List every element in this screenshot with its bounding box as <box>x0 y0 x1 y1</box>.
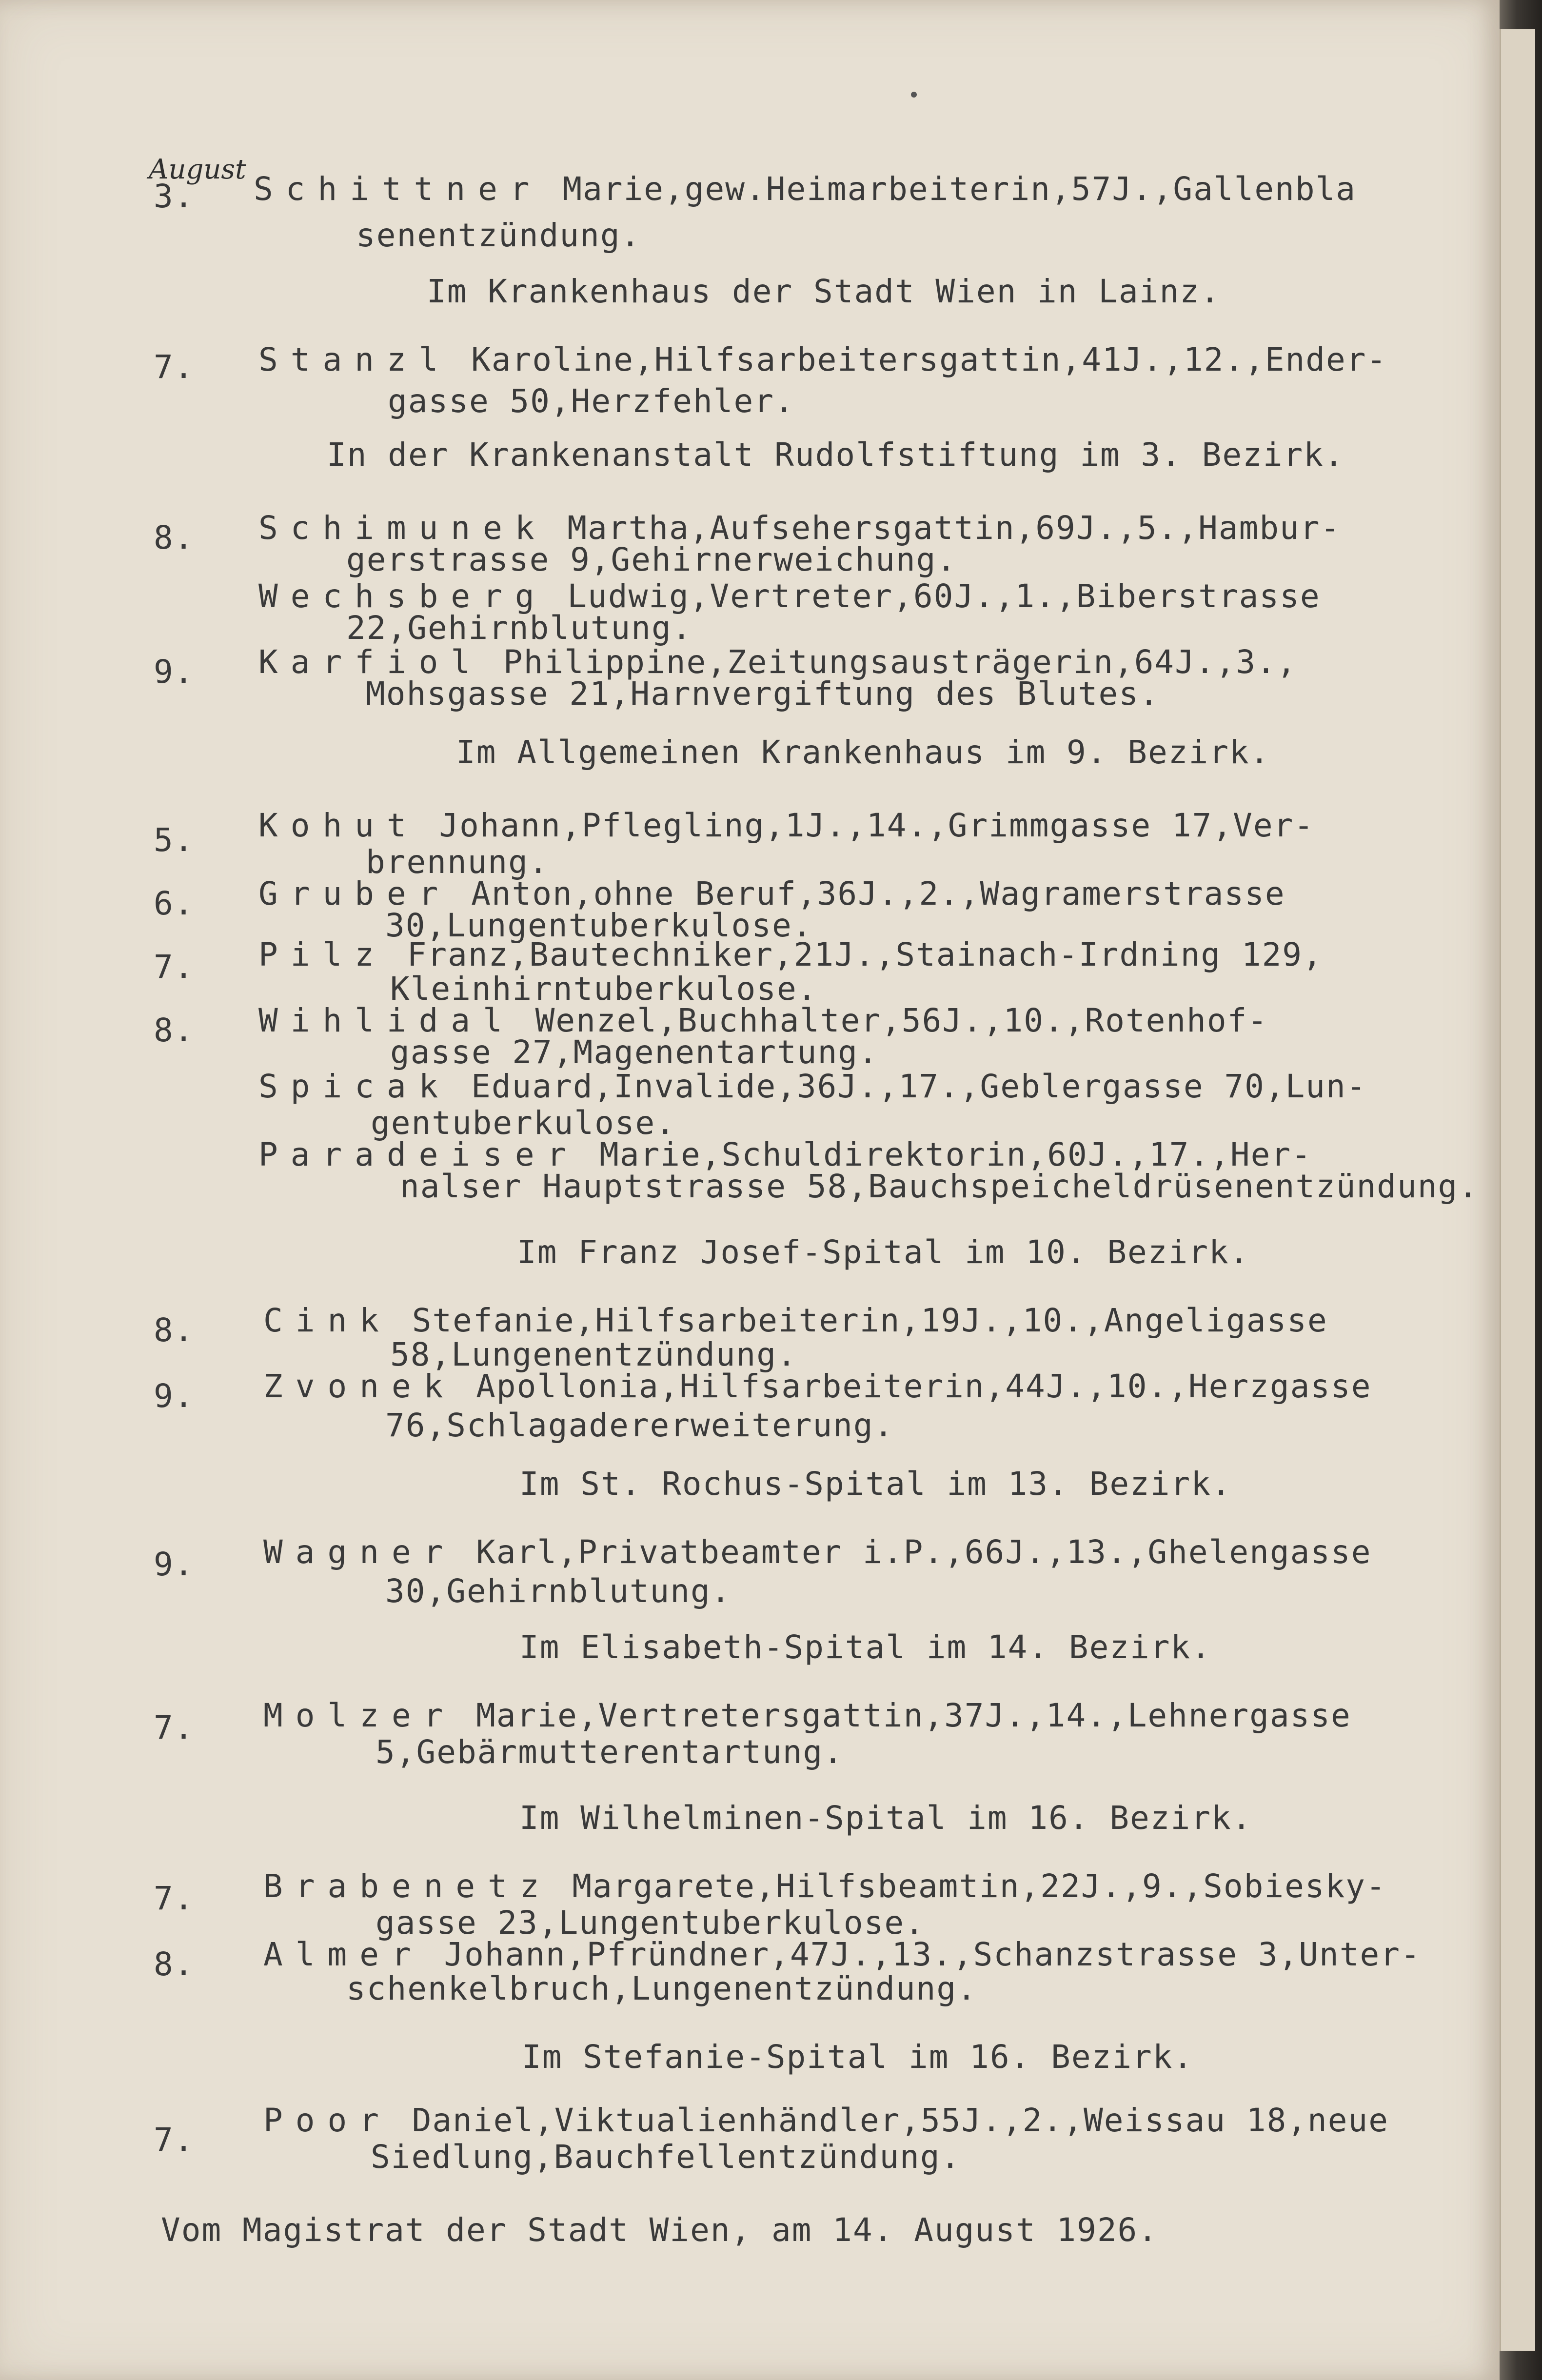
entry-day: 9. <box>154 653 195 691</box>
entry-line2: senentzündung. <box>356 217 641 254</box>
entry-line2: gentuberkulose. <box>371 1104 676 1142</box>
entry-line1: Karfiol Philippine,Zeitungsausträgerin,64J.,3., <box>258 643 1297 681</box>
entry-line1: Stanzl Karoline,Hilfsarbeitersgattin,41J.,12.,Ender- <box>258 341 1387 378</box>
entry-line2: gasse 27,Magenentartung. <box>390 1033 879 1071</box>
entry-line1: Spicak Eduard,Invalide,36J.,17.,Geblergasse 70,Lun- <box>258 1068 1367 1105</box>
entry-line1: Schimunek Martha,Aufsehersgattin,69J.,5.,Hambur- <box>258 509 1341 547</box>
entry-line2: brennung. <box>366 843 549 881</box>
section-heading: Im Elisabeth-Spital im 14. Bezirk. <box>519 1628 1212 1666</box>
section-heading: Im Allgemeinen Krankenhaus im 9. Bezirk. <box>456 734 1270 771</box>
entry-day: 7. <box>154 348 195 386</box>
section-heading: Im Stefanie-Spital im 16. Bezirk. <box>522 2038 1194 2076</box>
entry-day: 7. <box>154 2121 195 2159</box>
next-sheet-edge <box>1500 29 1535 2351</box>
entry-line2: schenkelbruch,Lungenentzündung. <box>346 1970 977 2007</box>
entry-line2: Mohsgasse 21,Harnvergiftung des Blutes. <box>366 675 1160 713</box>
section-heading: In der Krankenanstalt Rudolfstiftung im 3. Bezirk. <box>327 436 1344 474</box>
entry-line1: Zvonek Apollonia,Hilfsarbeiterin,44J.,10.,Herzgasse <box>263 1368 1372 1405</box>
entry-line1: Wagner Karl,Privatbeamter i.P.,66J.,13.,Ghelengasse <box>263 1533 1372 1571</box>
section-heading: Im Wilhelminen-Spital im 16. Bezirk. <box>519 1799 1252 1837</box>
entry-line1: Almer Johann,Pfründner,47J.,13.,Schanzstrasse 3,Unter- <box>263 1936 1421 1973</box>
entry-line2: 76,Schlagadererweiterung. <box>385 1407 894 1444</box>
entry-line2: 30,Lungentuberkulose. <box>385 907 813 944</box>
entry-line2: 22,Gehirnblutung. <box>346 609 692 647</box>
punch-dot <box>911 92 917 98</box>
entry-line2: 5,Gebärmutterentartung. <box>376 1733 844 1771</box>
entry-line1: Schittner Marie,gew.Heimarbeiterin,57J.,Gallenbla <box>254 170 1357 208</box>
entry-day: 3. <box>154 178 195 215</box>
entry-line1: Cink Stefanie,Hilfsarbeiterin,19J.,10.,Angeligasse <box>263 1302 1328 1339</box>
section-heading: Im St. Rochus-Spital im 13. Bezirk. <box>519 1465 1232 1503</box>
entry-line1: Gruber Anton,ohne Beruf,36J.,2.,Wagramerstrasse <box>258 875 1285 912</box>
entry-day: 9. <box>154 1377 195 1415</box>
entry-line1: Wechsberg Ludwig,Vertreter,60J.,1.,Biberstrasse <box>258 577 1321 615</box>
entry-day: 8. <box>154 1945 195 1983</box>
entry-day: 5. <box>154 821 195 859</box>
entry-day: 7. <box>154 1709 195 1746</box>
entry-line1: Paradeiser Marie,Schuldirektorin,60J.,17.,Her- <box>258 1136 1312 1173</box>
entry-line1: Pilz Franz,Bautechniker,21J.,Stainach-Irdning 129, <box>258 936 1323 973</box>
entry-line2: nalser Hauptstrasse 58,Bauchspeicheldrüsenentzündung. <box>400 1168 1479 1205</box>
entry-day: 8. <box>154 519 195 556</box>
footer-signature-line: Vom Magistrat der Stadt Wien, am 14. August 1926. <box>161 2211 1159 2249</box>
entry-day: 9. <box>154 1546 195 1583</box>
entry-line1: Poor Daniel,Viktualienhändler,55J.,2.,Weissau 18,neue <box>263 2102 1389 2139</box>
entry-day: 7. <box>154 948 195 986</box>
entry-day: 7. <box>154 1880 195 1917</box>
section-heading: Im Krankenhaus der Stadt Wien in Lainz. <box>427 273 1221 310</box>
entry-line1: Brabenetz Margarete,Hilfsbeamtin,22J.,9.,Sobiesky- <box>263 1867 1386 1905</box>
month-header: August <box>149 154 246 185</box>
entry-line2: gasse 23,Lungentuberkulose. <box>376 1904 925 1942</box>
entry-day: 6. <box>154 885 195 922</box>
entry-day: 8. <box>154 1012 195 1049</box>
entry-day: 8. <box>154 1311 195 1349</box>
entry-line1: Molzer Marie,Vertretersgattin,37J.,14.,Lehnergasse <box>263 1697 1351 1734</box>
entry-line2: 58,Lungenentzündung. <box>390 1336 797 1373</box>
entry-line2: 30,Gehirnblutung. <box>385 1572 731 1610</box>
entry-line2: Siedlung,Bauchfellentzündung. <box>371 2138 961 2176</box>
section-heading: Im Franz Josef-Spital im 10. Bezirk. <box>517 1233 1250 1271</box>
entry-line2: gerstrasse 9,Gehirnerweichung. <box>346 541 957 578</box>
entry-line1: Wihlidal Wenzel,Buchhalter,56J.,10.,Rotenhof- <box>258 1002 1268 1039</box>
entry-line2: gasse 50,Herzfehler. <box>388 382 795 420</box>
entry-line2: Kleinhirntuberkulose. <box>390 970 818 1008</box>
entry-line1: Kohut Johann,Pflegling,1J.,14.,Grimmgasse 17,Ver- <box>258 807 1315 844</box>
